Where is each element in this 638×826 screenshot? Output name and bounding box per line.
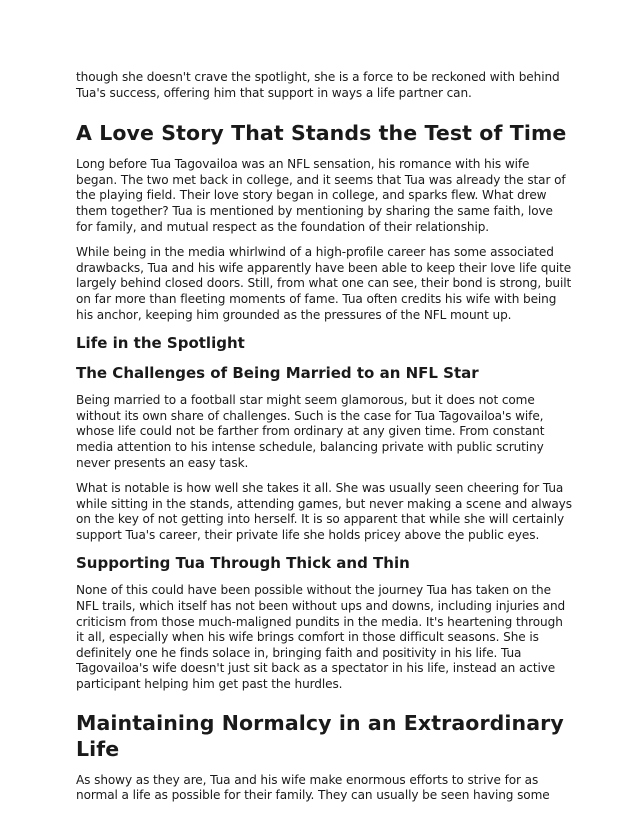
document-page bbox=[76, 70, 572, 804]
love-story-paragraph-2: While being in the media whirlwind of a high-profile career has some associated drawbacks, Tua and his wife apparently have been able to keep their love life quite largely behind closed doors. Still, from what one can see, their bond is strong, built on far more than fleeting moments of fame. Tua often credits his wife with being his anchor, keeping him grounded as the pressures of the NFL mount up. bbox=[76, 245, 572, 322]
heading-life-in-spotlight: Life in the Spotlight bbox=[76, 334, 245, 353]
normalcy-paragraph-1: As showy as they are, Tua and his wife make enormous efforts to strive for as normal a life as possible for their family. They can usually be seen having some bbox=[76, 772, 550, 803]
challenges-paragraph-2: What is notable is how well she takes it all. She was usually seen cheering for Tua while sitting in the stands, attending games, but never making a scene and always on the key of not getting into herself. It is so apparent that while she will certainly support Tua's career, their private life she holds pricey above the public eyes. bbox=[76, 481, 572, 542]
challenges-paragraph-1: Being married to a football star might seem glamorous, but it does not come without its own share of challenges. Such is the case for Tua Tagovailoa's wife, whose life could not be farther from ordinary at any given time. From constant media attention to his intense schedule, balancing private with public scrutiny never presents an easy task. bbox=[76, 393, 545, 470]
heading-love-story: A Love Story That Stands the Test of Time bbox=[76, 121, 567, 146]
heading-challenges: The Challenges of Being Married to an NFL Star bbox=[76, 364, 479, 383]
love-story-paragraph-1: Long before Tua Tagovailoa was an NFL sensation, his romance with his wife began. The two met back in college, and it seems that Tua was already the star of the playing field. Their love story began in college, and sparks flew. What drew them together? Tua is mentioned by mentioning by sharing the same faith, love for family, and mutual respect as the foundation of their relationship. bbox=[76, 157, 566, 234]
intro-paragraph: though she doesn't crave the spotlight, she is a force to be reckoned with behind Tua's success, offering him that support in ways a life partner can. bbox=[76, 70, 560, 100]
supporting-paragraph-1: None of this could have been possible without the journey Tua has taken on the NFL trails, which itself has not been without ups and downs, including injuries and criticism from those much-maligned pundits in the media. It's heartening through it all, especially when his wife brings comfort in those difficult seasons. She is definitely one he finds solace in, bringing faith and positivity in his life. Tua Tagovailoa's wife doesn't just sit back as a spectator in his life, instead an active participant helping him get past the hurdles. bbox=[76, 583, 566, 692]
heading-supporting-tua: Supporting Tua Through Thick and Thin bbox=[76, 554, 410, 573]
heading-maintaining-normalcy: Maintaining Normalcy in an Extraordinary Life bbox=[76, 710, 564, 761]
